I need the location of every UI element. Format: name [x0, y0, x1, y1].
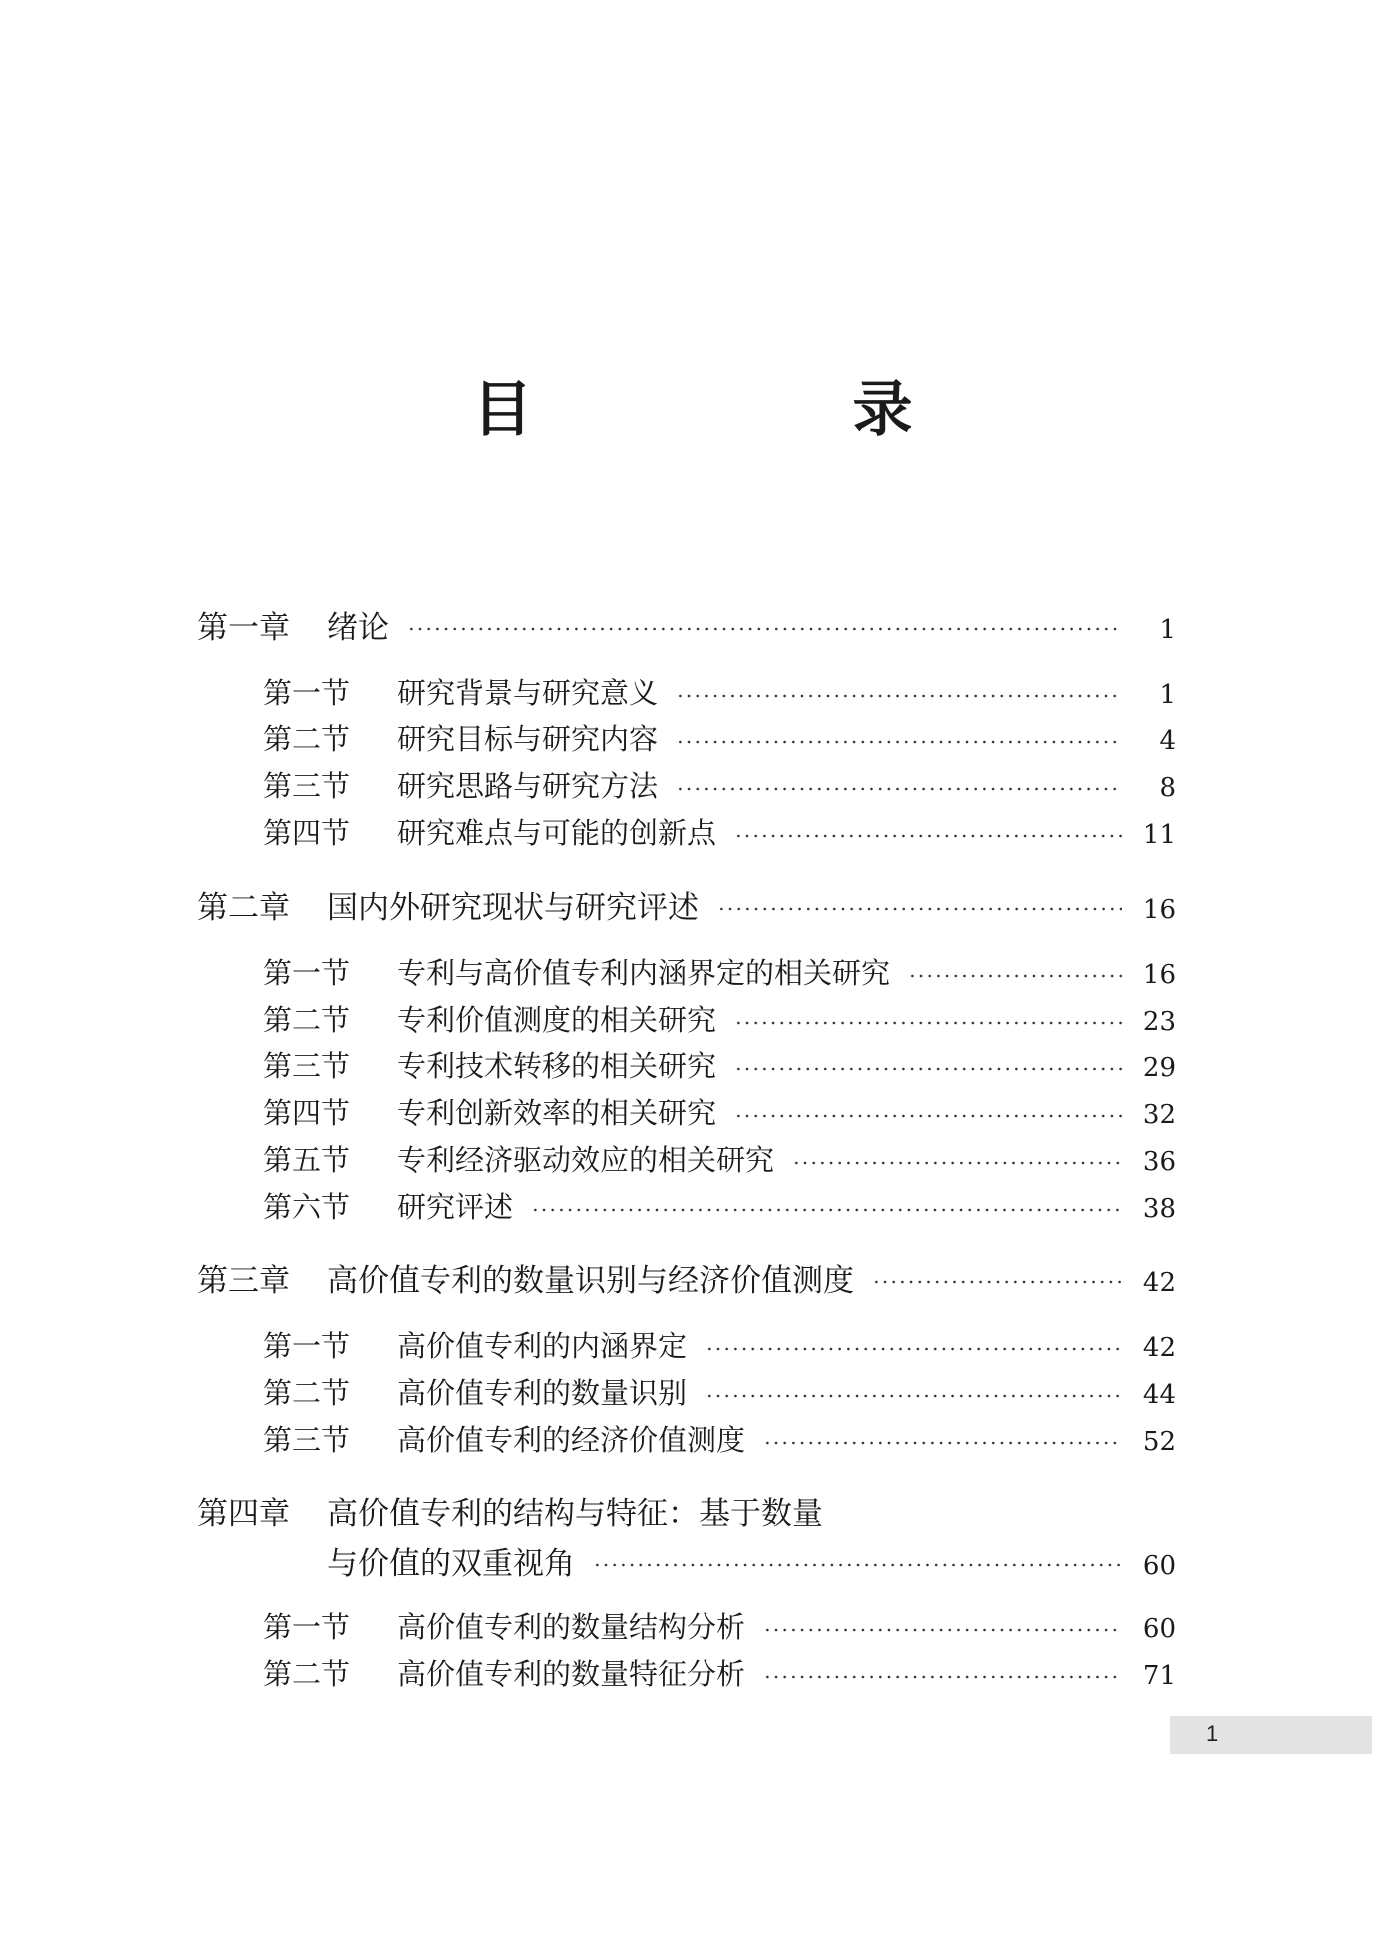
toc-label: 第三章: [197, 1263, 290, 1299]
dot-leader: [792, 1161, 1122, 1165]
toc-page: 29: [1142, 1053, 1176, 1083]
toc-text: 高价值专利的经济价值测度: [397, 1423, 746, 1457]
dot-leader: [676, 787, 1122, 791]
toc-text: 高价值专利的数量识别与经济价值测度: [327, 1263, 854, 1299]
toc-label: 第二章: [197, 890, 290, 926]
toc-page: 60: [1142, 1614, 1176, 1644]
toc-text: 高价值专利的数量识别: [397, 1376, 688, 1410]
toc-label: 第四节: [263, 1096, 351, 1130]
dot-leader: [676, 694, 1122, 698]
dot-leader: [717, 907, 1122, 911]
dot-leader: [705, 1394, 1122, 1398]
toc-text: 研究思路与研究方法: [397, 769, 659, 803]
dot-leader: [734, 1067, 1122, 1071]
page-title: 目 录: [472, 375, 1043, 445]
toc-entry-section[interactable]: [263, 998, 1176, 1039]
toc-entry-section[interactable]: [263, 1605, 1176, 1646]
toc-entry-section[interactable]: [263, 717, 1176, 758]
toc-text: 专利技术转移的相关研究: [397, 1049, 717, 1083]
toc-entry-chapter-3[interactable]: [197, 1255, 1176, 1300]
toc-label: 第三节: [263, 1423, 351, 1457]
toc-entry-section[interactable]: [263, 951, 1176, 992]
toc-entry-section[interactable]: [263, 1418, 1176, 1459]
toc-text: 专利创新效率的相关研究: [397, 1096, 717, 1130]
toc-page: 16: [1142, 895, 1176, 925]
page-number-box: [1170, 1716, 1372, 1754]
toc-page: 4: [1159, 726, 1176, 756]
toc-entry-section[interactable]: [263, 811, 1176, 852]
dot-leader: [676, 740, 1122, 744]
dot-leader: [872, 1280, 1122, 1284]
toc-text: 研究评述: [397, 1190, 514, 1224]
toc-label: 第一节: [263, 956, 351, 990]
toc-label: 第二节: [263, 722, 351, 756]
toc-page: 42: [1142, 1268, 1176, 1298]
toc-text: 专利与高价值专利内涵界定的相关研究: [397, 956, 891, 990]
dot-leader: [705, 1347, 1122, 1351]
toc-entry-section[interactable]: [263, 1652, 1176, 1693]
dot-leader: [734, 1114, 1122, 1118]
dot-leader: [407, 627, 1122, 631]
toc-text: 专利经济驱动效应的相关研究: [397, 1143, 775, 1177]
toc-page: 11: [1142, 820, 1176, 850]
toc-text: 高价值专利的内涵界定: [397, 1329, 688, 1363]
toc-label: 第四章: [197, 1496, 290, 1532]
toc-entry-chapter-2[interactable]: [197, 882, 1176, 927]
dot-leader: [763, 1675, 1122, 1679]
toc-text: 高价值专利的数量特征分析: [397, 1657, 746, 1691]
toc-label: 第三节: [263, 1049, 351, 1083]
toc-page: 1: [1159, 680, 1176, 710]
toc-entry-section[interactable]: [263, 764, 1176, 805]
toc-label: 第六节: [263, 1190, 351, 1224]
dot-leader: [734, 834, 1122, 838]
toc-label: 第五节: [263, 1143, 351, 1177]
toc-text: 研究背景与研究意义: [397, 676, 659, 710]
toc-label: 第一章: [197, 610, 290, 646]
toc-entry-chapter-1[interactable]: [197, 602, 1176, 647]
toc-page: 8: [1159, 773, 1176, 803]
toc-text-continued: 与价值的双重视角: [327, 1546, 575, 1582]
dot-leader: [531, 1208, 1122, 1212]
toc-text: 研究目标与研究内容: [397, 722, 659, 756]
toc-text: 专利价值测度的相关研究: [397, 1003, 717, 1037]
toc-entry-section[interactable]: [263, 1044, 1176, 1085]
toc-label: 第二节: [263, 1657, 351, 1691]
toc-page: 42: [1142, 1333, 1176, 1363]
toc-label: 第一节: [263, 1329, 351, 1363]
toc-text: 绪论: [327, 610, 389, 646]
toc-label: 第一节: [263, 1610, 351, 1644]
toc-page: 44: [1142, 1380, 1176, 1410]
toc-page: 60: [1142, 1551, 1176, 1581]
dot-leader: [763, 1441, 1122, 1445]
toc-page: 1: [1159, 615, 1176, 645]
toc-page: 23: [1142, 1007, 1176, 1037]
dot-leader: [734, 1021, 1122, 1025]
toc-text: 高价值专利的数量结构分析: [397, 1610, 746, 1644]
toc-label: 第二节: [263, 1376, 351, 1410]
toc-label: 第四节: [263, 816, 351, 850]
page-number: 1: [1206, 1721, 1219, 1746]
toc-entry-section[interactable]: [263, 1091, 1176, 1132]
toc-text: 高价值专利的结构与特征：基于数量: [327, 1496, 823, 1532]
toc-text: 国内外研究现状与研究评述: [327, 890, 699, 926]
toc-page: 32: [1142, 1100, 1176, 1130]
toc-entry-section[interactable]: [263, 1138, 1176, 1179]
toc-page: 71: [1142, 1661, 1176, 1691]
toc-entry-section[interactable]: [263, 1324, 1176, 1365]
toc-label: 第三节: [263, 769, 351, 803]
toc-page: 52: [1142, 1427, 1176, 1457]
dot-leader: [763, 1628, 1122, 1632]
toc-entry-chapter-4[interactable]: [197, 1488, 1176, 1533]
toc-label: 第二节: [263, 1003, 351, 1037]
toc-page: 36: [1142, 1147, 1176, 1177]
toc-label: 第一节: [263, 676, 351, 710]
toc-text: 研究难点与可能的创新点: [397, 816, 717, 850]
toc-page: 38: [1142, 1194, 1176, 1224]
toc-entry-section[interactable]: [263, 1371, 1176, 1412]
toc-entry-section[interactable]: [263, 1185, 1176, 1226]
dot-leader: [908, 974, 1122, 978]
dot-leader: [593, 1563, 1122, 1567]
toc-entry-chapter-4-cont[interactable]: [197, 1538, 1176, 1583]
toc-page: 16: [1142, 960, 1176, 990]
toc-entry-section[interactable]: [263, 671, 1176, 712]
